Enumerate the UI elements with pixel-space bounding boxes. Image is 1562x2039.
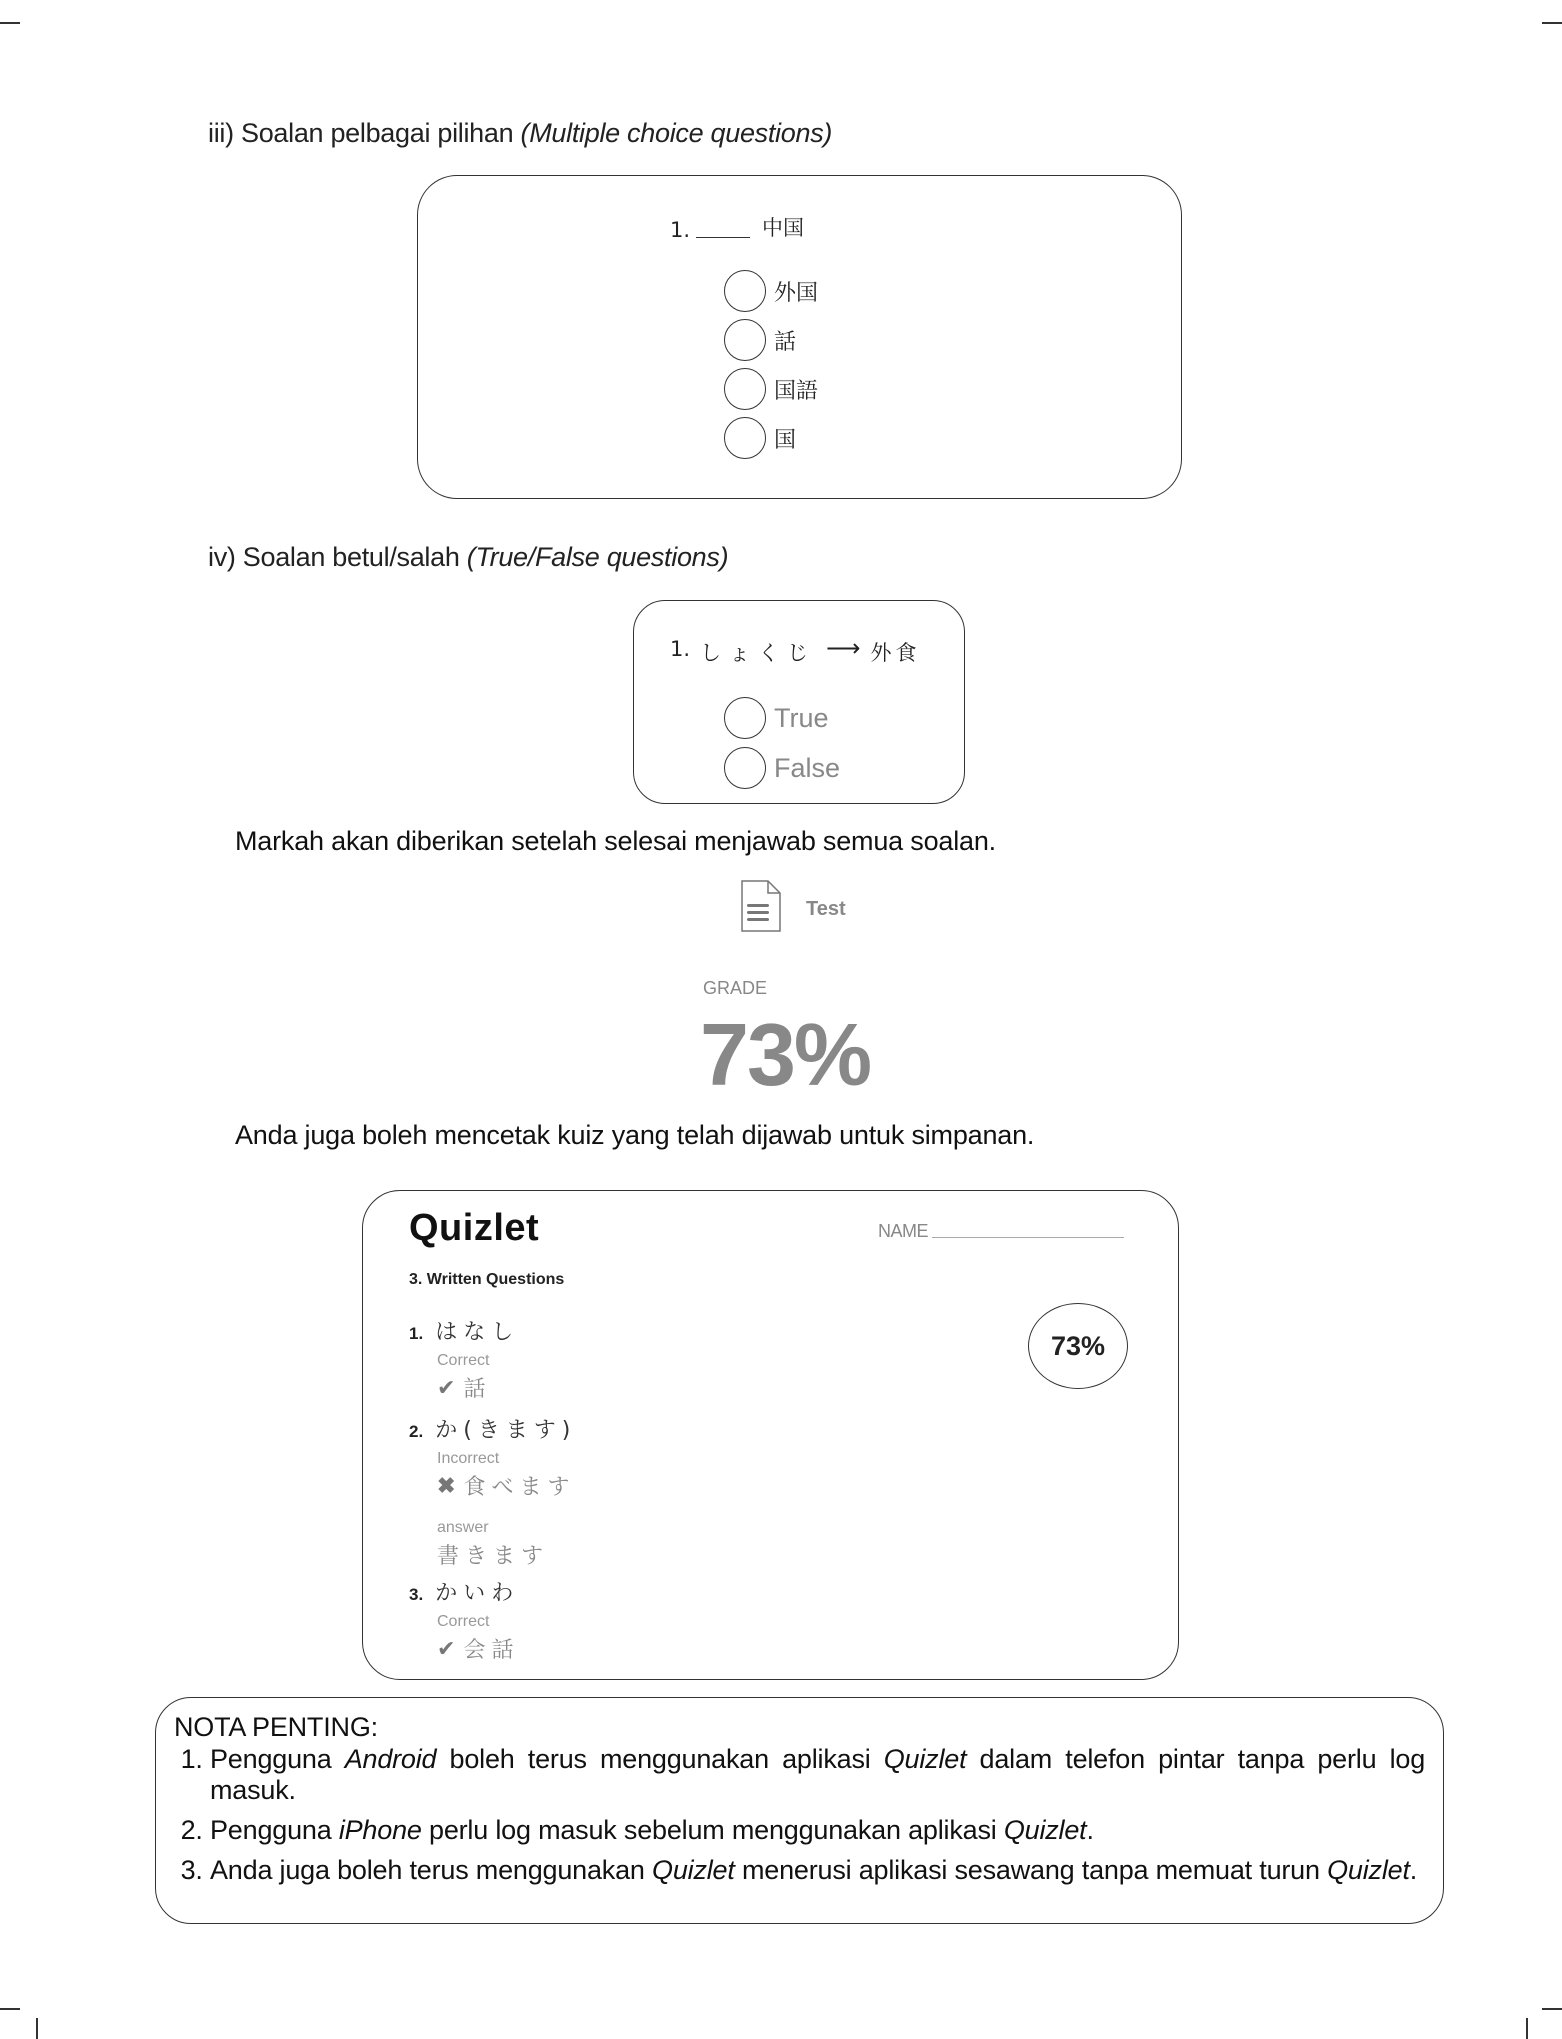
test-document-icon	[741, 880, 781, 932]
radio-button[interactable]	[724, 747, 766, 789]
section-title: 3. Written Questions	[409, 1271, 565, 1288]
mc-heading	[208, 118, 832, 149]
crop-mark-bottom-left-v	[36, 2018, 38, 2039]
tf-question	[670, 634, 921, 667]
question-response: 会話	[463, 1638, 520, 1663]
tf-question-number: 1.	[670, 637, 691, 661]
print-paragraph: Anda juga boleh mencetak kuiz yang telah dijawab untuk simpanan.	[235, 1120, 1035, 1150]
tf-heading-italic: (True/False questions)	[466, 542, 729, 572]
crop-mark-bottom-right-v	[1526, 2018, 1528, 2039]
answer-label: answer	[437, 1519, 489, 1536]
tf-question-kanji: 外食	[870, 641, 921, 665]
radio-button[interactable]	[724, 697, 766, 739]
mc-blank	[696, 237, 750, 238]
tf-question-box	[633, 600, 965, 804]
quizlet-sheet	[362, 1190, 1179, 1680]
name-label: NAME	[878, 1221, 929, 1241]
tf-question-kana: しょくじ	[700, 641, 817, 665]
nota-title: NOTA PENTING:	[174, 1712, 378, 1742]
mc-question-number: 1.	[670, 218, 691, 242]
nota-item-2: 2. Pengguna iPhone perlu log masuk sebelum menggunakan aplikasi Quizlet.	[210, 1815, 1425, 1846]
question-prompt: か(きます)	[435, 1418, 577, 1443]
question-number: 2.	[409, 1422, 424, 1441]
mc-option-2[interactable]	[724, 319, 796, 361]
quizlet-logo: Quizlet	[409, 1207, 540, 1249]
mc-question	[670, 212, 804, 242]
crop-mark-bottom-right-h	[1542, 2008, 1562, 2010]
question-number: 3.	[409, 1585, 424, 1604]
mc-option-4[interactable]	[724, 417, 796, 459]
mc-option-label: 外国	[774, 280, 819, 306]
radio-button[interactable]	[724, 368, 766, 410]
question-response: 話	[463, 1377, 492, 1402]
mc-option-1[interactable]	[724, 270, 818, 312]
grade-label: GRADE	[703, 978, 768, 998]
tf-heading-text: iv) Soalan betul/salah	[208, 542, 467, 572]
name-field[interactable]	[878, 1221, 1124, 1242]
marks-paragraph: Markah akan diberikan setelah selesai menjawab semua soalan.	[235, 826, 996, 856]
mc-option-label: 国語	[774, 378, 819, 404]
correct-answer: 書きます	[437, 1544, 550, 1569]
nota-penting-box	[155, 1697, 1444, 1924]
question-prompt: かいわ	[435, 1581, 520, 1606]
question-number: 1.	[409, 1324, 424, 1343]
question-status: Correct	[437, 1613, 490, 1630]
question-item-1	[409, 1315, 519, 1403]
radio-button[interactable]	[724, 319, 766, 361]
radio-button[interactable]	[724, 270, 766, 312]
nota-item-1: 1. Pengguna Android boleh terus menggunakan aplikasi Quizlet dalam telefon pintar tanpa perlu log masuk.	[210, 1744, 1425, 1806]
cross-icon: ✖	[437, 1472, 456, 1498]
question-status: Incorrect	[437, 1450, 500, 1467]
tf-option-true[interactable]	[724, 697, 829, 739]
mc-heading-text: iii) Soalan pelbagai pilihan	[208, 118, 521, 148]
score-value: 73%	[1050, 1330, 1106, 1361]
grade-value: 73%	[700, 1005, 871, 1104]
question-item-2	[409, 1413, 576, 1570]
nota-item-3: 3. Anda juga boleh terus menggunakan Quizlet menerusi aplikasi sesawang tanpa memuat turun Quizlet.	[210, 1855, 1425, 1886]
crop-mark-bottom-left-h	[0, 2008, 20, 2010]
mc-option-label: 話	[774, 329, 797, 355]
tf-option-label: True	[774, 702, 829, 733]
radio-button[interactable]	[724, 417, 766, 459]
score-circle	[1028, 1303, 1128, 1389]
crop-mark-top-right	[1542, 22, 1562, 24]
question-response: 食べます	[463, 1475, 576, 1500]
mc-question-box	[417, 175, 1182, 499]
mc-heading-italic: (Multiple choice questions)	[520, 118, 833, 148]
question-prompt: はなし	[435, 1320, 520, 1345]
question-item-3	[409, 1576, 519, 1664]
mc-option-3[interactable]	[724, 368, 818, 410]
tf-option-label: False	[774, 752, 841, 783]
arrow-icon: ⟶	[826, 634, 861, 662]
tf-option-false[interactable]	[724, 747, 840, 789]
tf-heading	[208, 542, 728, 573]
mc-option-label: 国	[774, 427, 797, 453]
name-line[interactable]	[932, 1237, 1124, 1238]
test-label: Test	[806, 898, 846, 920]
nota-list	[174, 1744, 1425, 1895]
mc-question-text: 中国	[762, 216, 805, 240]
check-icon: ✔	[437, 1635, 456, 1661]
question-status: Correct	[437, 1352, 490, 1369]
crop-mark-top-left	[0, 22, 20, 24]
check-icon: ✔	[437, 1374, 456, 1400]
